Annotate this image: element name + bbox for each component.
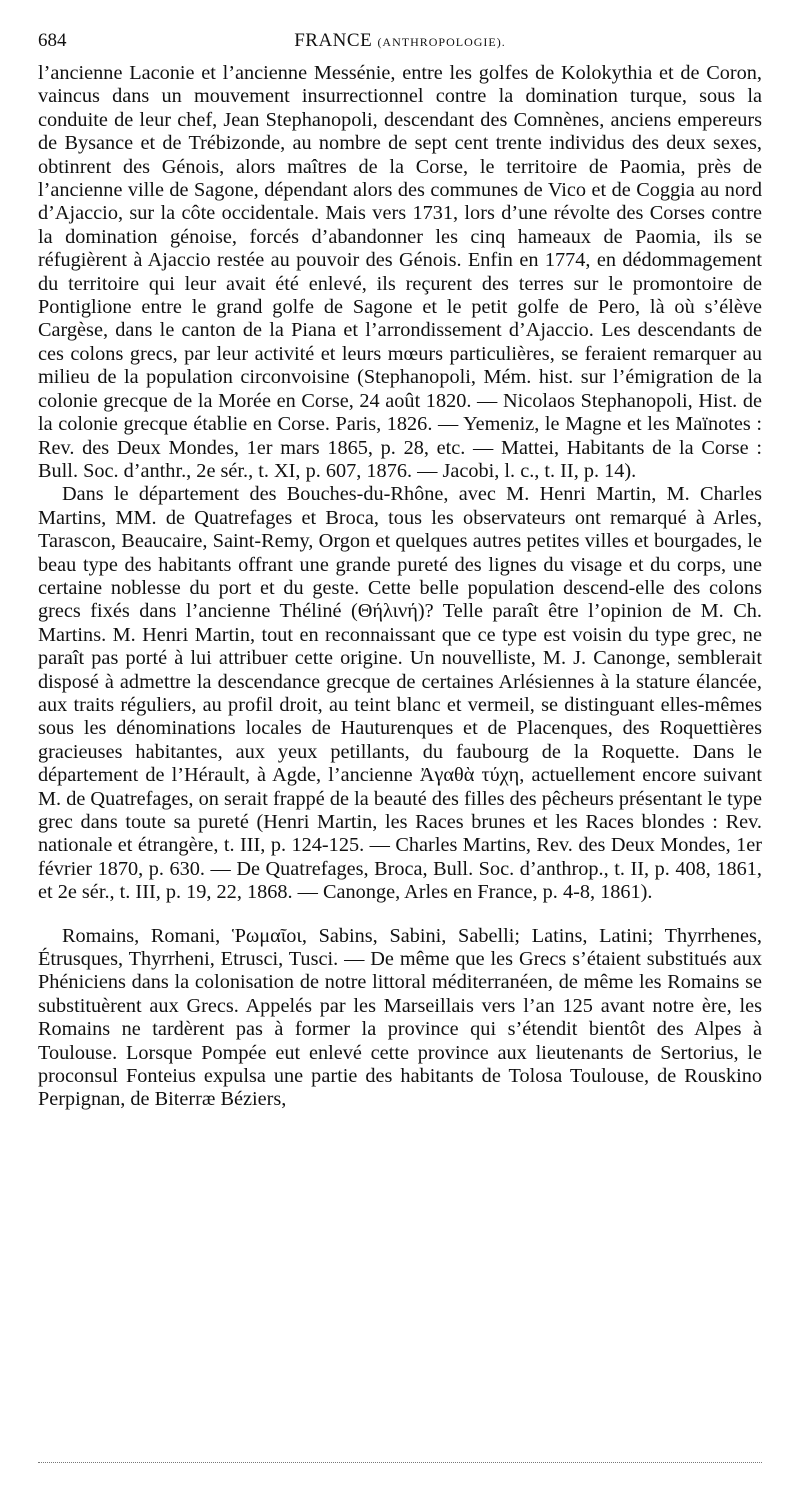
paragraph-bouches-du-rhone: Dans le département des Bouches-du-Rhône, avec M. Henri Martin, M. Charles Martins, MM. de Quatrefages et Broca, tous les observateurs ont remarqué à Arles, Tarascon, Beaucaire, Saint-Remy, Orgon et quelques autres petites villes et bourgades, le beau type des habitants offrant une grande pureté des lignes du visage et du corps, une certaine noblesse du port et du geste. Cette belle population descend-elle des colons grecs fixés dans l’ancienne Théliné (Θήλινή)? Telle paraît être l’opinion de M. Ch. Martins. M. Henri Martin, tout en reconnaissant que ce type est voisin du type grec, ne paraît pas porté à lui attribuer cette origine. Un nouvelliste, M. J. Canonge, semblerait disposé à admettre la descendance grecque de certaines Arlésiennes à la stature élancée, aux traits réguliers, au profil droit, au teint blanc et vermeil, se distinguant elles-mêmes sous les dénominations locales de Hauturenques et de Placenques, des Roquettières gracieuses habitantes, aux yeux petillants, du faubourg de la Roquette. Dans le département de l’Hérault, à Agde, l’ancienne Ἀγαθὰ τύχη, actuellement encore suivant M. de Quatrefages, on serait frappé de la beauté des filles des pêcheurs présentant le type grec dans toute sa pureté (Henri Martin, les Races brunes et les Races blondes : Rev. nationale et étrangère, t. III, p. 124-125. — Charles Martins, Rev. des Deux Mondes, 1er février 1870, p. 630. — De Quatrefages, Broca, Bull. Soc. d’anthrop., t. II, p. 408, 1861, et 2e sér., t. III, p. 19, 22, 1868. — Canonge, Arles en France, p. 4-8, 1861). [38, 483, 762, 904]
page-body [38, 62, 762, 1112]
page-header [38, 30, 762, 58]
running-head-title: FRANCE [294, 30, 373, 51]
page-number: 684 [38, 30, 67, 51]
paragraph-romains: Romains, Romani, Ῥωμαῖοι, Sabins, Sabini, Sabelli; Latins, Latini; Thyrrhenes, Étrusques, Thyrrheni, Etrusci, Tusci. — De même que les Grecs s’étaient substitués aux Phéniciens dans la colonisation de notre littoral méditerranéen, de même les Romains se substituèrent aux Grecs. Appelés par les Marseillais vers l’an 125 avant notre ère, les Romains ne tardèrent pas à former la province qui s’étendit bientôt des Alpes à Toulouse. Lorsque Pompée eut enlevé cette province aux lieutenants de Sertorius, le proconsul Fonteius expulsa une partie des habitants de Tolosa Toulouse, de Rouskino Perpignan, de Biterræ Béziers, [38, 924, 762, 1111]
running-head-subtitle: (ANTHROPOLOGIE). [377, 35, 506, 49]
footer-dotted-rule [38, 1462, 762, 1463]
running-head [38, 30, 762, 52]
paragraph-continuation: l’ancienne Laconie et l’ancienne Messénie, entre les golfes de Kolokythia et de Coron, vaincus dans un mouvement insurrectionnel contre la domination turque, sous la conduite de leur chef, Jean Stephanopoli, descendant des Comnènes, anciens empereurs de Bysance et de Trébizonde, au nombre de sept cent trente individus des deux sexes, obtinrent des Génois, alors maîtres de la Corse, le territoire de Paomia, près de l’ancienne ville de Sagone, dépendant alors des communes de Vico et de Coggia au nord d’Ajaccio, sur la côte occidentale. Mais vers 1731, lors d’une révolte des Corses contre la domination génoise, forcés d’abandonner les cinq hameaux de Paomia, ils se réfugièrent à Ajaccio restée au pouvoir des Génois. Enfin en 1774, en dédommagement du territoire qui leur avait été enlevé, ils reçurent des terres sur le promontoire de Pontiglione entre le grand golfe de Sagone et le petit golfe de Pero, là où s’élève Cargèse, dans le canton de la Piana et l’arrondissement d’Ajaccio. Les descendants de ces colons grecs, par leur activité et leurs mœurs particulières, se feraient remarquer au milieu de la population circonvoisine (Stephanopoli, Mém. hist. sur l’émigration de la colonie grecque de la Morée en Corse, 24 août 1820. — Nicolaos Stephanopoli, Hist. de la colonie grecque établie en Corse. Paris, 1826. — Yemeniz, le Magne et les Maïnotes : Rev. des Deux Mondes, 1er mars 1865, p. 28, etc. — Mattei, Habitants de la Corse : Bull. Soc. d’anthr., 2e sér., t. XI, p. 607, 1876. — Jacobi, l. c., t. II, p. 14). [38, 62, 762, 482]
